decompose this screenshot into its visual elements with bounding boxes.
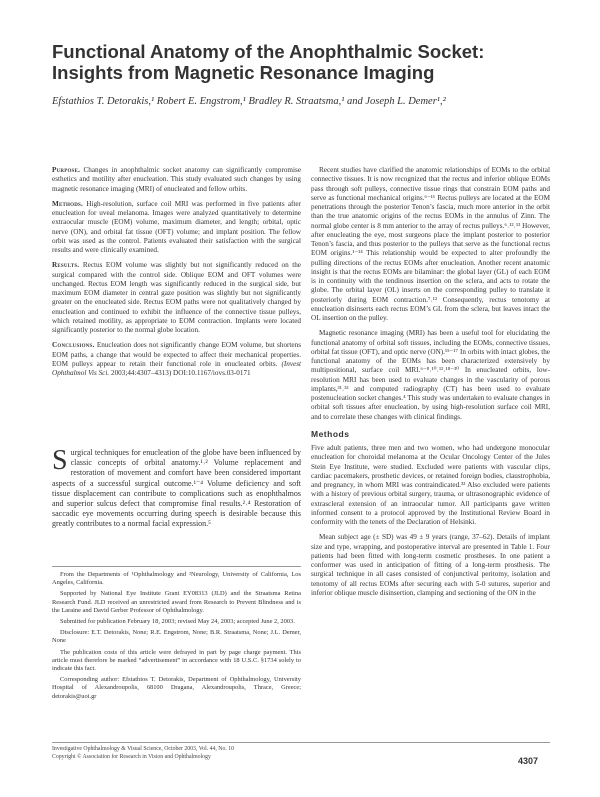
footnote-dates: Submitted for publication February 18, 2003; revised May 24, 2003; accepted June 2, 2003. xyxy=(60,618,295,626)
results-text: Rectus EOM volume was slightly but not significantly reduced on the surgical compared with the control side. Oblique EOM and OFT volumes were unchanged. Rectus EOM length was significantly reduced in the surgical side, but maximum EOM diameter in central gaze position was slightly but not significantly greater on the enucleated side. Rectus EOM paths were not qualitatively changed by enucleation and continued to exhibit the influence of the connective tissue pulleys, which retained motility, as appropriate to EOM contraction. Implants were located significantly posterior to the normal globe location. xyxy=(52,261,301,334)
abstract-conclusions xyxy=(52,341,301,378)
abstract xyxy=(52,166,301,384)
conclusions-label: Conclusions. xyxy=(52,341,95,350)
methods-paragraph-1: Five adult patients, three men and two women, who had undergone monocular enucleation for choroidal melanoma at the Ocular Oncology Center of the Jules Stein Eye Institute, were studied. Excluded were patients with vascular clips, cardiac pacemakers, prosthetic devices, or retained foreign bodies, claustrophobia, and pregnancy, in whom MRI was contraindicated.³³ Also excluded were patients with a history of previous orbital surgery, trauma, or ultrasonographic evidence of extrascleral extension of an intraocular tumor. All participants gave written informed consent to a protocol approved by the Institutional Review Board in conformity with the tenets of the Declaration of Helsinki. xyxy=(311,444,550,526)
footnote-corresponding: Corresponding author: Efstathios T. Detorakis, Department of Ophthalmology, University Hospital of Alexandroupolis, 68100 Dragana, Alexandroupolis, Thrace, Greece; detorakis@uoi.gr xyxy=(52,676,301,700)
intro-text: urgical techniques for enucleation of the globe have been influenced by classic concepts of orbital anatomy.¹˒² Volume replacement and restoration of movement and comfort have been considered important aspects of a successful surgical outcome.¹⁻⁴ Volume deficiency and soft tissue displacement can contribute to complications such as enophthalmos and superior sulcus defect that compromise final results.²˒⁴ Restoration of saccadic eye movements occurring during speech is desirable because this greatly contributes to a normal facial expression.⁵ xyxy=(52,448,301,529)
methods-paragraph-2: Mean subject age (± SD) was 49 ± 9 years (range, 37–62). Details of implant size and type, wrapping, and postoperative interval are presented in Table 1. Four patients had been fitted with long-term cosmetic prostheses. In one patient a conformer was used in anticipation of fitting of a long-term prosthesis. The surgical technique in all cases consisted of conjunctival peritomy, isolation and tenotomy of all rectus EOMs after securing each with 5-0 sutures, superior and inferior oblique muscle disinsertion, clamping and sectioning of the ON in the xyxy=(311,533,550,597)
footnote-costs: The publication costs of this article were defrayed in part by page charge payment. This article must therefore be marked “advertisement” in accordance with 18 U.S.C. §1734 solely to indicate this fact. xyxy=(52,648,301,673)
abstract-methods xyxy=(52,200,301,256)
abstract-results xyxy=(52,261,301,335)
journal-issue: Investigative Ophthalmology & Visual Science, October 2003, Vol. 44, No. 10 xyxy=(52,746,235,752)
abstract-purpose xyxy=(52,166,301,194)
conclusions-text: Enucleation does not significantly change EOM volume, but shortens EOM paths, a change that would be expected to affect their mechanical properties. EOM pulleys appear to retain their functional role in enucleated orbits. xyxy=(52,341,302,368)
footnote-affiliation: From the Departments of ¹Ophthalmology and ²Neurology, University of California, Los Angeles, California. xyxy=(52,571,301,587)
footnotes xyxy=(52,566,301,704)
footer-rule xyxy=(52,742,550,743)
page-number: 4307 xyxy=(518,756,539,766)
paragraph-mri: Magnetic resonance imaging (MRI) has been a useful tool for elucidating the functional anatomy of orbital soft tissues, including the EOMs, connective tissues, orbital fat tissue (OFT), and optic nerve (ON).¹⁵⁻¹⁷ In orbits with intact globes, the functional anatomy of the EOMs has been characterized extensively by multipositional, surface coil MRI.⁶⁻⁸˒¹⁰˒¹²˒¹⁸⁻³⁰ In enucleated orbits, low-resolution MRI has been used to evaluate changes in the vascularity of porous implants,³¹˒³² and computed radiography (CT) has been used to evaluate postenucleation socket changes.⁴ This study was undertaken to evaluate changes in orbital soft tissues after enucleation, by using high-resolution surface coil MRI, and to correlate these changes with clinical findings. xyxy=(311,329,550,421)
methods-heading: Methods xyxy=(311,428,350,439)
citation-journal: (Invest Ophthalmol Vis Sci. xyxy=(52,359,301,377)
footnote-support: Supported by National Eye Institute Grant EY08313 (JLD) and the Straatsma Retina Research Fund. JLD received an unrestricted award from Research to Prevent Blindness and is the Laraine and David Gerber Professor of Ophthalmology. xyxy=(52,590,301,614)
author-list: Efstathios T. Detorakis,¹ Robert E. Engstrom,¹ Bradley R. Straatsma,¹ and Joseph L. Demer¹,² xyxy=(52,96,446,107)
introduction xyxy=(52,445,301,530)
journal-footer xyxy=(52,746,352,761)
drop-cap: S xyxy=(52,445,68,476)
paragraph-pulleys: Recent studies have clarified the anatomic relationships of EOMs to the orbital connective tissues. It is now recognized that the rectus and inferior oblique EOMs pass through soft pulleys, connective tissue rings that constrain EOM paths and serve as functional mechanical origins.⁶⁻¹¹ Rectus pulleys are located at the EOM penetrations through the posterior Tenon’s fascia, much more anterior in the orbit than the true anatomic origins of the rectus EOMs in the annulus of Zinn. The normal globe center is 8 mm anterior to the array of rectus pulleys.⁶˒¹²˒¹³ However, after enucleating the eye, most surgeons place the implant posterior to posterior Tenon’s fascia, and thus posterior to the pulleys that serve as the functional rectus EOM origins.¹⁻¹⁴ This relationship would be expected to alter profoundly the pulling directions of the rectus EOMs after enucleation. Another recent anatomic insight is that the rectus EOMs are bilaminar: the global layer (GL) of each EOM is in continuity with the tendinous insertion on the sclera, and acts to rotate the globe. The orbital layer (OL) inserts on the corresponding pulley to translate it posteriorly during EOM contraction.⁷˒¹² Consequently, rectus tenotomy at enucleation disinserts each rectus EOM’s GL from the sclera, but leaves intact the OL insertion on the pulley. xyxy=(311,166,550,322)
footnote-disclosure: Disclosure: E.T. Detorakis, None; R.E. Engstrom, None; B.R. Straatsma, None; J.L. Demer, None xyxy=(52,629,301,645)
citation-doi: 2003;44:4307–4313) DOI:10.1167/iovs.03-0171 xyxy=(110,369,251,377)
purpose-text: Changes in anophthalmic socket anatomy can significantly compromise esthetics and motility after enucleation. This study evaluated such changes by using magnetic resonance imaging (MRI) of enucleated and fellow orbits. xyxy=(52,166,302,193)
results-label: Results. xyxy=(52,261,80,270)
copyright: Copyright © Association for Research in Vision and Ophthalmology xyxy=(52,753,211,760)
right-column xyxy=(311,166,550,604)
article-title: Functional Anatomy of the Anophthalmic Socket: Insights from Magnetic Resonance Imaging xyxy=(52,41,485,83)
methods-text: High-resolution, surface coil MRI was performed in five patients after enucleation for uveal melanoma. Images were analyzed quantitatively to determine extraocular muscle (EOM) volume, maximum diameter, and length; orbital, optic nerve (ON), and orbital fat tissue (OFT) volume; and implant position. The fellow orbit was used as the control. Patients evaluated their satisfaction with the surgical results and were clinically examined. xyxy=(52,199,302,254)
purpose-label: Purpose. xyxy=(52,166,81,174)
methods-label: Methods. xyxy=(52,199,84,208)
